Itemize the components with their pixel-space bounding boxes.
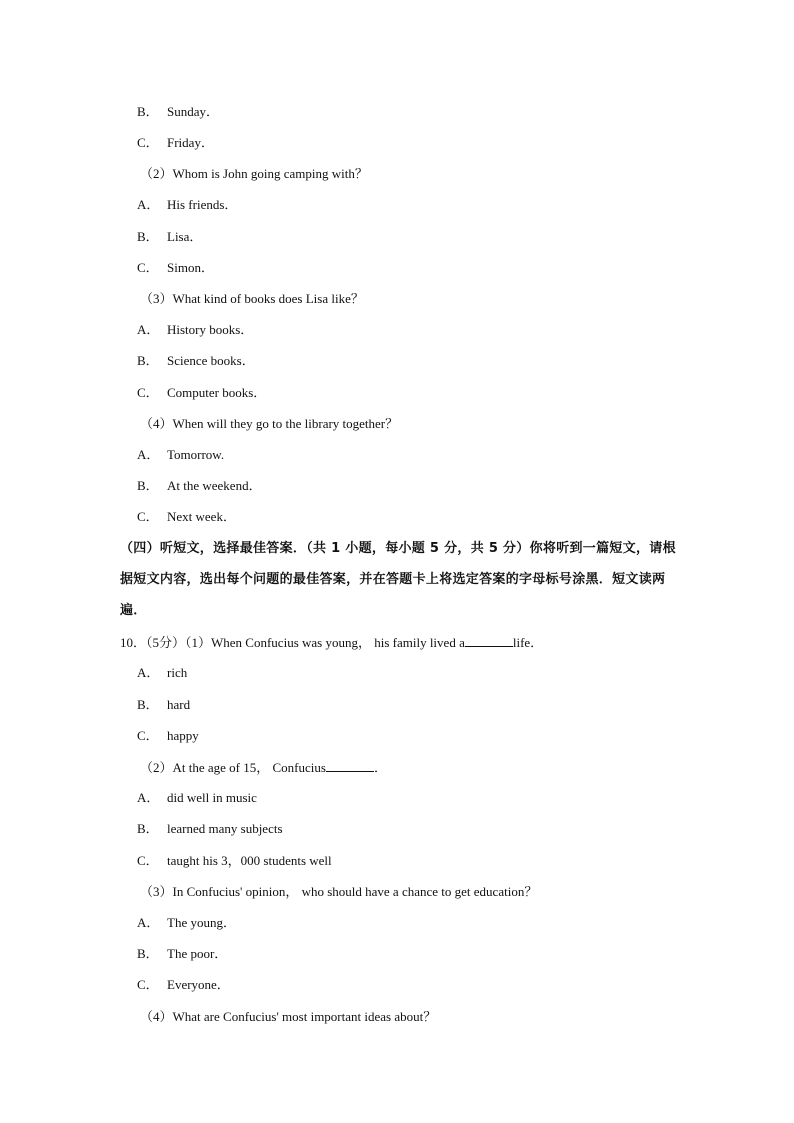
option-letter: C．: [137, 385, 159, 400]
option-text: The young．: [167, 915, 236, 930]
option-letter: B．: [137, 229, 159, 244]
answer-blank[interactable]: [465, 634, 513, 647]
option-c[interactable]: [137, 728, 199, 744]
option-b[interactable]: [137, 946, 227, 962]
option-text: rich: [167, 665, 188, 680]
option-c[interactable]: [137, 509, 236, 525]
option-letter: B．: [137, 104, 159, 119]
option-letter: B．: [137, 946, 159, 961]
option-c[interactable]: [137, 260, 214, 276]
option-b[interactable]: [137, 697, 190, 713]
option-a[interactable]: [137, 665, 187, 681]
option-c[interactable]: [137, 385, 266, 401]
option-text: Lisa．: [167, 229, 203, 244]
option-text: Science books．: [167, 353, 255, 368]
option-letter: C．: [137, 509, 159, 524]
option-a[interactable]: [137, 322, 253, 338]
option-text: hard: [167, 697, 191, 712]
question-stem: [120, 634, 543, 651]
stem-text: ．: [373, 760, 387, 775]
section-heading: （四）听短文，选择最佳答案．（共 1 小题，每小题 5 分，共 5 分）你将听到一篇短文，请根据短文内容，选出每个问题的最佳答案，并在答题卡上将选定答案的字母标号涂黑．短文读两遍．: [120, 541, 676, 618]
option-text: taught his 3，000 students well: [167, 853, 332, 868]
answer-blank[interactable]: [326, 759, 374, 772]
option-text: Computer books．: [167, 385, 267, 400]
option-letter: A．: [137, 665, 160, 680]
option-c-friday[interactable]: [137, 135, 214, 151]
option-text: The poor．: [167, 946, 228, 961]
question-stem: （2）Whom is John going camping with？: [140, 166, 368, 181]
question-stem: [140, 759, 387, 776]
option-letter: C．: [137, 977, 159, 992]
option-letter: B．: [137, 478, 159, 493]
option-letter: C．: [137, 260, 159, 275]
option-letter: A．: [137, 197, 160, 212]
question-number: 10．（5分）: [120, 635, 186, 650]
option-text: History books．: [167, 322, 254, 337]
option-letter: B．: [137, 697, 159, 712]
option-a[interactable]: [137, 915, 236, 931]
option-c[interactable]: [137, 853, 332, 869]
option-letter: B．: [137, 821, 159, 836]
question-stem: （4）When will they go to the library together？: [140, 416, 399, 431]
stem-text: （2）At the age of 15， Confucius: [140, 760, 326, 775]
option-b-sunday[interactable]: [137, 104, 219, 120]
option-letter: C．: [137, 728, 159, 743]
option-a[interactable]: [137, 197, 237, 213]
option-b[interactable]: [137, 821, 283, 837]
option-text: Friday．: [167, 135, 214, 150]
option-text: learned many subjects: [167, 821, 283, 836]
option-letter: C．: [137, 135, 159, 150]
option-b[interactable]: [137, 229, 202, 245]
option-text: happy: [167, 728, 199, 743]
option-letter: A．: [137, 447, 160, 462]
option-text: Everyone．: [167, 977, 230, 992]
option-text: Next week．: [167, 509, 236, 524]
option-letter: A．: [137, 790, 160, 805]
option-text: Simon．: [167, 260, 214, 275]
option-a[interactable]: [137, 790, 257, 806]
option-text: did well in music: [167, 790, 257, 805]
option-text: His friends．: [167, 197, 238, 212]
option-letter: C．: [137, 853, 159, 868]
option-b[interactable]: [137, 353, 255, 369]
option-text: Tomorrow.: [167, 447, 225, 462]
option-text: Sunday．: [167, 104, 220, 119]
stem-text: life．: [512, 635, 544, 650]
stem-text: （1）When Confucius was young， his family lived a: [185, 635, 465, 650]
question-stem: （3）In Confucius' opinion， who should have a chance to get education？: [140, 884, 538, 899]
option-c[interactable]: [137, 977, 230, 993]
option-a[interactable]: [137, 447, 224, 463]
option-letter: A．: [137, 322, 160, 337]
question-stem: （4）What are Confucius' most important ideas about？: [140, 1009, 437, 1024]
question-stem: （3）What kind of books does Lisa like？: [140, 291, 364, 306]
option-letter: A．: [137, 915, 160, 930]
option-letter: B．: [137, 353, 159, 368]
option-b[interactable]: [137, 478, 262, 494]
option-text: At the weekend．: [167, 478, 262, 493]
